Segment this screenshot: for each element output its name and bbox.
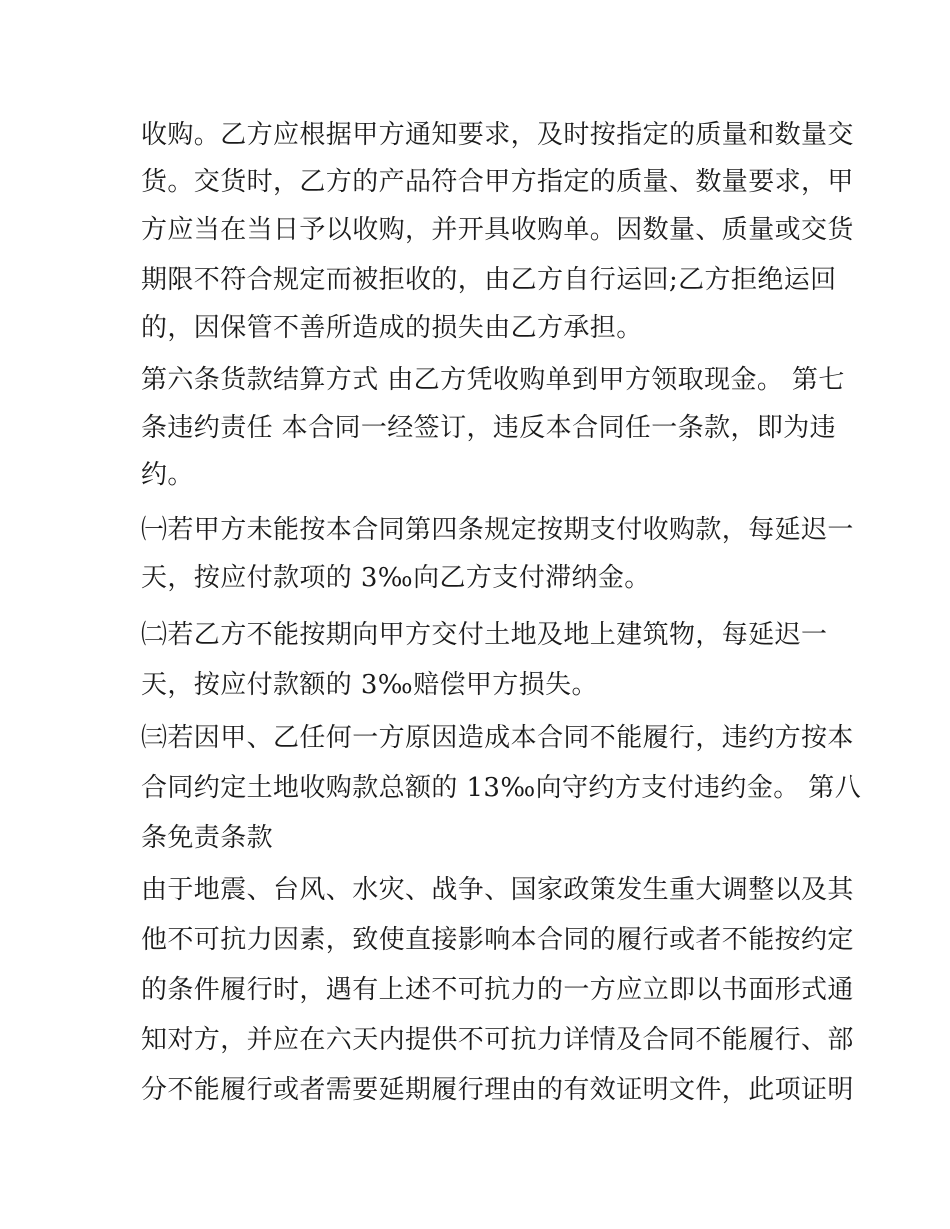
article-6-line: 第六条货款结算方式 由乙方凭收购单到甲方领取现金。 第七 [141, 365, 845, 395]
force-majeure-line: 分不能履行或者需要延期履行理由的有效证明文件，此项证明 [141, 1075, 854, 1105]
clause-1-line: 天，按应付款项的 3‰向乙方支付滞纳金。 [141, 563, 651, 593]
clause-1-line: ㈠若甲方未能按本合同第四条规定按期支付收购款，每延迟一 [141, 515, 854, 545]
force-majeure-line: 他不可抗力因素，致使直接影响本合同的履行或者不能按约定 [141, 925, 854, 955]
paragraph-line: 方应当在当日予以收购，并开具收购单。因数量、质量或交货 [141, 215, 854, 245]
paragraph-line: 的，因保管不善所造成的损失由乙方承担。 [141, 313, 643, 343]
article-7-line: 条违约责任 本合同一经签订，违反本合同任一条款，即为违 [141, 413, 837, 443]
clause-2-line: ㈡若乙方不能按期向甲方交付土地及地上建筑物，每延迟一 [141, 620, 828, 650]
force-majeure-line: 由于地震、台风、水灾、战争、国家政策发生重大调整以及其 [141, 875, 854, 905]
paragraph-line: 收购。乙方应根据甲方通知要求，及时按指定的质量和数量交 [141, 120, 854, 150]
clause-2-line: 天，按应付款额的 3‰赔偿甲方损失。 [141, 670, 598, 700]
paragraph-line: 约。 [141, 460, 194, 490]
clause-3-line: 合同约定土地收购款总额的 13‰向守约方支付违约金。 第八 [141, 773, 862, 803]
paragraph-line: 货。交货时，乙方的产品符合甲方指定的质量、数量要求，甲 [141, 167, 854, 197]
force-majeure-line: 的条件履行时，遇有上述不可抗力的一方应立即以书面形式通 [141, 975, 854, 1005]
clause-3-line: ㈢若因甲、乙任何一方原因造成本合同不能履行，违约方按本 [141, 723, 854, 753]
article-8-line: 条免责条款 [141, 823, 274, 853]
force-majeure-line: 知对方，并应在六天内提供不可抗力详情及合同不能履行、部 [141, 1025, 854, 1055]
paragraph-line: 期限不符合规定而被拒收的，由乙方自行运回;乙方拒绝运回 [141, 265, 837, 295]
